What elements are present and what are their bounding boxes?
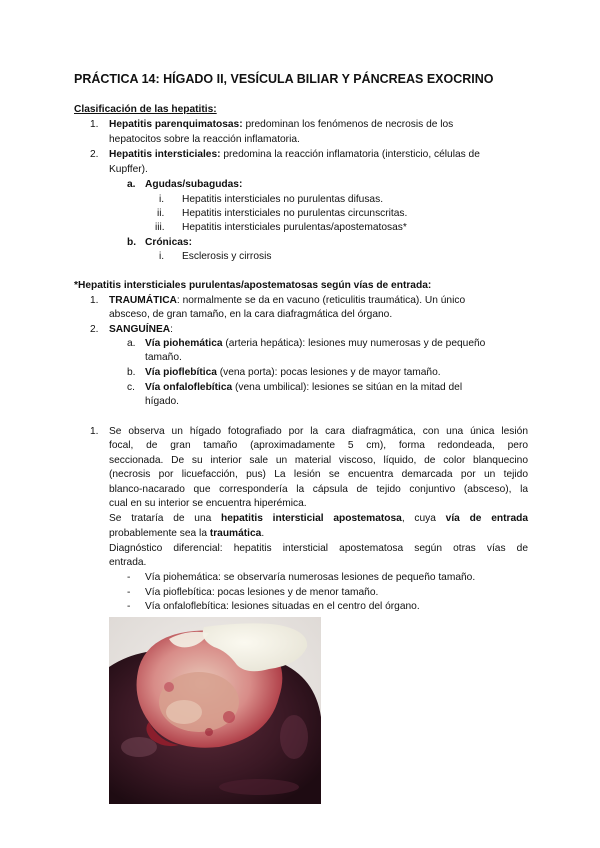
list-item xyxy=(109,149,480,160)
bullet-dash: - xyxy=(127,572,131,583)
list-item xyxy=(145,382,462,393)
differential-line: Diagnóstico diferencial: hepatitis intersticial apostematosa según otras vías de xyxy=(109,543,528,554)
conclusion-line xyxy=(109,513,528,524)
term: TRAUMÁTICA xyxy=(109,295,177,306)
route-label: vía de entrada xyxy=(445,513,528,524)
item-text: : xyxy=(170,324,173,335)
classification-heading: Clasificación de las hepatitis: xyxy=(74,104,217,115)
bullet-item: Vía onfaloflebítica: lesiones situadas en el centro del órgano. xyxy=(145,601,420,612)
list-number: 1. xyxy=(90,426,99,437)
roman-number: ii. xyxy=(157,208,165,219)
list-item-cont: hepatocitos sobre la reacción inflamatoria. xyxy=(109,134,300,145)
diagnosis: hepatitis intersticial apostematosa xyxy=(221,513,402,524)
sublist-letter: b. xyxy=(127,237,137,248)
list-number: 2. xyxy=(90,149,99,160)
case-paragraph-line: blanco-nacarado que correspondería la cápsula de tejido conjuntivo (absceso), la xyxy=(109,484,528,495)
case-paragraph-line: seccionada. De su interior sale un material viscoso, líquido, de color blanquecino xyxy=(109,455,528,466)
list-item xyxy=(145,338,485,349)
term: Hepatitis parenquimatosas: xyxy=(109,119,243,130)
item-text: predominan los fenómenos de necrosis de los xyxy=(242,119,454,130)
term: Vía piohemática xyxy=(145,338,223,349)
item-text: (vena porta): pocas lesiones y de mayor tamaño. xyxy=(216,367,441,378)
sublist-letter: c. xyxy=(127,382,135,393)
item-text: predomina la reacción inflamatoria (intersticio, células de xyxy=(220,149,480,160)
sublist-letter: a. xyxy=(127,338,136,349)
list-item xyxy=(109,324,173,335)
item-text: (vena umbilical): lesiones se sitúan en la mitad del xyxy=(232,382,463,393)
text: Se trataría de una xyxy=(109,513,222,524)
list-item-cont: Kupffer). xyxy=(109,164,148,175)
list-item: Hepatitis intersticiales no purulentas circunscritas. xyxy=(182,208,408,219)
list-item: Hepatitis intersticiales purulentas/apostematosas* xyxy=(182,222,407,233)
list-number: 1. xyxy=(90,295,99,306)
case-paragraph-line: focal, de gran tamaño (aproximadamente 5 cm), forma redondeada, pero xyxy=(109,440,528,451)
term: Vía onfaloflebítica xyxy=(145,382,233,393)
sublist-letter: b. xyxy=(127,367,136,378)
text: , cuya xyxy=(401,513,446,524)
list-item: Hepatitis intersticiales no purulentas difusas. xyxy=(182,194,384,205)
sublist-letter: a. xyxy=(127,179,136,190)
list-number: 1. xyxy=(90,119,99,130)
bullet-item: Vía piohemática: se observaría numerosas lesiones de pequeño tamaño. xyxy=(145,572,476,583)
item-text: (arteria hepática): lesiones muy numerosas y de pequeño xyxy=(222,338,486,349)
case-paragraph-line: (necrosis por licuefacción, pus) La lesión se encuentra demarcada por un tejido xyxy=(109,469,528,480)
case-paragraph-line: cual en su interior se encuentra hiperémica. xyxy=(109,498,307,509)
page-title: PRÁCTICA 14: HÍGADO II, VESÍCULA BILIAR Y PÁNCREAS EXOCRINO xyxy=(74,72,494,86)
route-value: traumática xyxy=(209,528,262,539)
list-item-cont: tamaño. xyxy=(145,352,182,363)
list-item-cont: hígado. xyxy=(145,396,179,407)
item-text: : normalmente se da en vacuno (reticulitis traumática). Un único xyxy=(176,295,466,306)
term: Vía pioflebítica xyxy=(145,367,217,378)
text: probablemente sea la xyxy=(109,528,210,539)
list-item-cont: absceso, de gran tamaño, en la cara diafragmática del órgano. xyxy=(109,309,393,320)
conclusion-line xyxy=(109,528,264,539)
roman-number: i. xyxy=(159,251,165,262)
text: . xyxy=(261,528,265,539)
term: SANGUÍNEA xyxy=(109,324,171,335)
acute-label: Agudas/subagudas: xyxy=(145,179,243,190)
term: Hepatitis intersticiales: xyxy=(109,149,221,160)
bullet-dash: - xyxy=(127,587,131,598)
bullet-item: Vía pioflebítica: pocas lesiones y de menor tamaño. xyxy=(145,587,379,598)
list-number: 2. xyxy=(90,324,99,335)
list-item xyxy=(109,119,453,130)
list-item xyxy=(109,295,465,306)
roman-number: i. xyxy=(159,194,165,205)
differential-line: entrada. xyxy=(109,557,147,568)
liver-abscess-photo xyxy=(109,617,321,804)
case-paragraph-line: Se observa un hígado fotografiado por la cara diafragmática, con una única lesión xyxy=(109,426,528,437)
roman-number: iii. xyxy=(155,222,165,233)
list-item: Esclerosis y cirrosis xyxy=(182,251,272,262)
bullet-dash: - xyxy=(127,601,131,612)
routes-heading: *Hepatitis intersticiales purulentas/apostematosas según vías de entrada: xyxy=(74,280,432,291)
chronic-label: Crónicas: xyxy=(145,237,192,248)
list-item xyxy=(145,367,441,378)
